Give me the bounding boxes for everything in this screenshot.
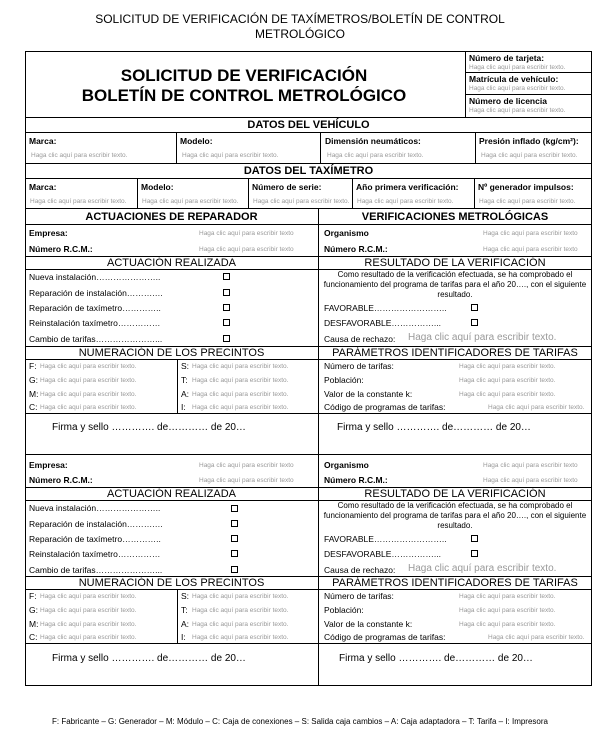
checkbox[interactable] <box>223 335 230 342</box>
precinto-field[interactable]: Haga clic aquí para escribir texto. <box>40 377 137 384</box>
form-title-line2: BOLETÍN DE CONTROL METROLÓGICO <box>81 86 407 105</box>
checkbox[interactable] <box>231 505 238 512</box>
checkbox[interactable] <box>223 289 230 296</box>
precinto-label: A: <box>181 619 190 629</box>
parametro-field[interactable]: Haga clic aquí para escribir texto. <box>488 634 585 641</box>
checkbox[interactable] <box>231 566 238 573</box>
divider <box>25 117 592 118</box>
taximetro-modelo-field[interactable]: Haga clic aquí para escribir texto. <box>142 198 239 205</box>
desfavorable-checkbox[interactable] <box>471 550 478 557</box>
empresa-field[interactable]: Haga clic aquí para escribir texto <box>199 230 294 237</box>
anio-field[interactable]: Haga clic aquí para escribir texto. <box>357 198 454 205</box>
actuacion-item: Reinstalación taxímetro…………… <box>29 549 161 559</box>
divider <box>177 589 178 643</box>
taximetro-modelo-label: Modelo: <box>141 182 174 192</box>
checkbox[interactable] <box>231 535 238 542</box>
causa-label: Causa de rechazo: <box>324 565 396 575</box>
precinto-field[interactable]: Haga clic aquí para escribir texto. <box>40 363 137 370</box>
parametro-field[interactable]: Haga clic aquí para escribir texto. <box>459 377 556 384</box>
resultado-text: Como resultado de la verificación efectuada, se ha comprobado el funcionamiento del programa de tarifas para el año 20…., con el siguiente resultado. <box>323 501 587 530</box>
favorable-checkbox[interactable] <box>471 535 478 542</box>
checkbox[interactable] <box>231 520 238 527</box>
vehiculo-title: DATOS DEL VEHÍCULO <box>247 119 370 131</box>
precinto-label: I: <box>181 402 186 412</box>
precinto-field[interactable]: Haga clic aquí para escribir texto. <box>192 634 289 641</box>
empresa-label: Empresa: <box>29 228 68 238</box>
serie-field[interactable]: Haga clic aquí para escribir texto. <box>253 198 350 205</box>
licencia-label: Número de licencia <box>469 96 547 106</box>
resultado-text: Como resultado de la verificación efectuada, se ha comprobado el funcionamiento del programa de tarifas para el año 20…., con el siguiente resultado. <box>323 270 587 299</box>
empresa-label: Empresa: <box>29 460 68 470</box>
actuacion-item: Nueva instalación………………….. <box>29 503 161 513</box>
desfavorable-label: DESFAVORABLE……………... <box>324 318 441 328</box>
licencia-field[interactable]: Haga clic aquí para escribir texto. <box>469 107 566 114</box>
divider <box>177 359 178 413</box>
resultado-title: RESULTADO DE LA VERIFICACIÓN <box>364 488 546 500</box>
actuacion-item: Nueva instalación………………….. <box>29 272 161 282</box>
precinto-field[interactable]: Haga clic aquí para escribir texto. <box>40 593 137 600</box>
parametro-label: Valor de la constante k: <box>324 389 413 399</box>
favorable-label: FAVORABLE…………………….. <box>324 534 447 544</box>
divider <box>25 208 592 209</box>
dimension-field[interactable]: Haga clic aquí para escribir texto. <box>327 152 424 159</box>
form-title <box>30 66 458 106</box>
precinto-label: T: <box>181 605 188 615</box>
precinto-field[interactable]: Haga clic aquí para escribir texto. <box>40 404 137 411</box>
precinto-label: T: <box>181 375 188 385</box>
divider <box>176 132 177 163</box>
precinto-label: C: <box>29 402 38 412</box>
precintos-title: NUMERACIÓN DE LOS PRECINTOS <box>78 577 265 589</box>
precinto-field[interactable]: Haga clic aquí para escribir texto. <box>192 363 289 370</box>
organismo-label: Organismo <box>324 460 369 470</box>
parametro-label: Número de tarifas: <box>324 591 394 601</box>
divider <box>25 163 592 164</box>
rcm-field[interactable]: Haga clic aquí para escribir texto <box>199 246 294 253</box>
vehiculo-marca-field[interactable]: Haga clic aquí para escribir texto. <box>31 152 128 159</box>
desfavorable-checkbox[interactable] <box>471 319 478 326</box>
checkbox[interactable] <box>231 550 238 557</box>
divider <box>25 359 592 360</box>
generador-field[interactable]: Haga clic aquí para escribir texto. <box>479 198 576 205</box>
checkbox[interactable] <box>223 319 230 326</box>
actuacion-title: ACTUACIÓN REALIZADA <box>107 488 236 500</box>
parametro-field[interactable]: Haga clic aquí para escribir texto. <box>459 593 556 600</box>
actuacion-item: Reparación de taxímetro………….. <box>29 303 161 313</box>
precinto-label: I: <box>181 632 186 642</box>
firma-sello-right: Firma y sello …………. de………… de 20… <box>339 653 533 664</box>
precinto-label: S: <box>181 361 190 371</box>
divider <box>25 413 592 414</box>
precinto-label: M: <box>29 389 39 399</box>
rcm-label: Número R.C.M.: <box>29 475 93 485</box>
rcm-label: Número R.C.M.: <box>29 244 93 254</box>
matricula-label: Matrícula de vehículo: <box>469 74 559 84</box>
vehiculo-modelo-label: Modelo: <box>180 136 213 146</box>
favorable-label: FAVORABLE…………………….. <box>324 303 447 313</box>
presion-field[interactable]: Haga clic aquí para escribir texto. <box>481 152 578 159</box>
parametro-label: Código de programas de tarifas: <box>324 402 446 412</box>
precinto-field[interactable]: Haga clic aquí para escribir texto. <box>40 634 137 641</box>
parametro-field[interactable]: Haga clic aquí para escribir texto. <box>459 607 556 614</box>
precinto-field[interactable]: Haga clic aquí para escribir texto. <box>192 377 289 384</box>
causa-label: Causa de rechazo: <box>324 334 396 344</box>
precinto-label: C: <box>29 632 38 642</box>
actuacion-item: Reparación de instalación……….… <box>29 519 164 529</box>
precinto-label: G: <box>29 375 38 385</box>
taximetro-marca-label: Marca: <box>29 182 57 192</box>
divider <box>475 132 476 163</box>
actuacion-item: Reparación de taxímetro………….. <box>29 534 161 544</box>
divider <box>25 178 592 179</box>
divider <box>318 208 319 686</box>
divider <box>465 51 466 117</box>
parametro-label: Población: <box>324 605 364 615</box>
divider <box>25 132 592 133</box>
parametros-title: PARÁMETROS IDENTIFICADORES DE TARIFAS <box>332 577 578 589</box>
footer-legend: F: Fabricante – G: Generador – M: Módulo – C: Caja de conexiones – S: Salida caja cambios – A: Caja adaptadora – T: Tarifa – I: Impresora <box>52 717 548 726</box>
organismo-field[interactable]: Haga clic aquí para escribir texto <box>483 230 578 237</box>
precinto-field[interactable]: Haga clic aquí para escribir texto. <box>40 621 137 628</box>
rcm2-label: Número R.C.M.: <box>324 244 388 254</box>
actuacion-item: Cambio de tarifas…………………... <box>29 565 163 575</box>
precinto-label: G: <box>29 605 38 615</box>
checkbox[interactable] <box>223 304 230 311</box>
favorable-checkbox[interactable] <box>471 304 478 311</box>
rcm2-field[interactable]: Haga clic aquí para escribir texto <box>483 246 578 253</box>
divider <box>25 454 592 455</box>
causa-field[interactable]: Haga clic aquí para escribir texto. <box>408 332 557 343</box>
actuaciones-title: ACTUACIONES DE REPARADOR <box>85 211 258 223</box>
parametro-label: Población: <box>324 375 364 385</box>
presion-label: Presión inflado (kg/cm²): <box>479 136 579 146</box>
actuacion-item: Reinstalación taxímetro…………… <box>29 318 161 328</box>
checkbox[interactable] <box>223 273 230 280</box>
parametro-label: Valor de la constante k: <box>324 619 413 629</box>
precinto-label: S: <box>181 591 190 601</box>
divider <box>25 643 592 644</box>
vehiculo-marca-label: Marca: <box>29 136 57 146</box>
divider <box>352 178 353 208</box>
precinto-field[interactable]: Haga clic aquí para escribir texto. <box>192 391 289 398</box>
parametro-field[interactable]: Haga clic aquí para escribir texto. <box>459 363 556 370</box>
anio-label: Año primera verificación: <box>356 182 459 192</box>
divider <box>465 72 592 73</box>
rcm2-label: Número R.C.M.: <box>324 475 388 485</box>
taximetro-title: DATOS DEL TAXÍMETRO <box>243 165 374 177</box>
causa-field[interactable]: Haga clic aquí para escribir texto. <box>408 563 557 574</box>
precinto-field[interactable]: Haga clic aquí para escribir texto. <box>192 607 289 614</box>
verificaciones-title: VERIFICACIONES METROLÓGICAS <box>361 211 549 223</box>
divider <box>320 132 321 163</box>
serie-label: Número de serie: <box>252 182 322 192</box>
precinto-label: F: <box>29 591 37 601</box>
generador-label: Nº generador impulsos: <box>478 182 574 192</box>
form-title-line1: SOLICITUD DE VERIFICACIÓN <box>120 66 368 85</box>
rcm-field[interactable]: Haga clic aquí para escribir texto <box>199 477 294 484</box>
precinto-label: A: <box>181 389 190 399</box>
precinto-field[interactable]: Haga clic aquí para escribir texto. <box>192 593 289 600</box>
actuacion-item: Reparación de instalación……….… <box>29 288 164 298</box>
empresa-field[interactable]: Haga clic aquí para escribir texto <box>199 462 294 469</box>
document-title <box>0 12 600 42</box>
firma-sello-left: Firma y sello …………. de………… de 20… <box>52 422 246 433</box>
precinto-field[interactable]: Haga clic aquí para escribir texto. <box>192 621 289 628</box>
resultado-title: RESULTADO DE LA VERIFICACIÓN <box>364 257 546 269</box>
parametro-field[interactable]: Haga clic aquí para escribir texto. <box>488 404 585 411</box>
parametros-title: PARÁMETROS IDENTIFICADORES DE TARIFAS <box>332 347 578 359</box>
parametro-label: Código de programas de tarifas: <box>324 632 446 642</box>
precinto-field[interactable]: Haga clic aquí para escribir texto. <box>40 607 137 614</box>
divider <box>465 94 592 95</box>
divider <box>248 178 249 208</box>
document-title-line2: METROLÓGICO <box>254 27 345 41</box>
precinto-field[interactable]: Haga clic aquí para escribir texto. <box>40 391 137 398</box>
precinto-label: M: <box>29 619 39 629</box>
dimension-label: Dimensión neumáticos: <box>325 136 421 146</box>
matricula-field[interactable]: Haga clic aquí para escribir texto. <box>469 85 566 92</box>
taximetro-marca-field[interactable]: Haga clic aquí para escribir texto. <box>30 198 127 205</box>
actuacion-item: Cambio de tarifas…………………... <box>29 334 163 344</box>
precinto-field[interactable]: Haga clic aquí para escribir texto. <box>192 404 289 411</box>
parametro-field[interactable]: Haga clic aquí para escribir texto. <box>459 621 556 628</box>
vehiculo-modelo-field[interactable]: Haga clic aquí para escribir texto. <box>182 152 279 159</box>
divider <box>137 178 138 208</box>
firma-sello-left: Firma y sello …………. de………… de 20… <box>52 653 246 664</box>
desfavorable-label: DESFAVORABLE……………... <box>324 549 441 559</box>
precinto-label: F: <box>29 361 37 371</box>
tarjeta-label: Número de tarjeta: <box>469 53 545 63</box>
divider <box>474 178 475 208</box>
parametro-field[interactable]: Haga clic aquí para escribir texto. <box>459 391 556 398</box>
rcm2-field[interactable]: Haga clic aquí para escribir texto <box>483 477 578 484</box>
firma-sello-right: Firma y sello …………. de………… de 20… <box>337 422 531 433</box>
organismo-field[interactable]: Haga clic aquí para escribir texto <box>483 462 578 469</box>
divider <box>25 224 592 225</box>
actuacion-title: ACTUACIÓN REALIZADA <box>107 257 236 269</box>
document-title-line1: SOLICITUD DE VERIFICACIÓN DE TAXÍMETROS/BOLETÍN DE CONTROL <box>95 12 505 26</box>
tarjeta-field[interactable]: Haga clic aquí para escribir texto. <box>469 64 566 71</box>
precintos-title: NUMERACIÓN DE LOS PRECINTOS <box>78 347 265 359</box>
organismo-label: Organismo <box>324 228 369 238</box>
parametro-label: Número de tarifas: <box>324 361 394 371</box>
divider <box>25 589 592 590</box>
